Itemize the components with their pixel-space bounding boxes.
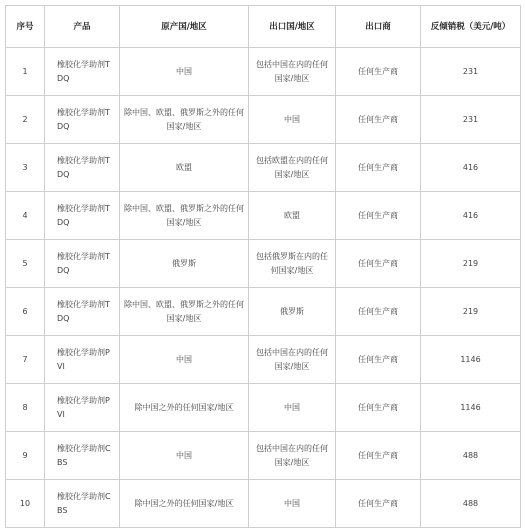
cell-duty: 231 — [421, 96, 521, 144]
cell-exporter: 任何生产商 — [336, 144, 421, 192]
table-body — [6, 48, 521, 528]
cell-export-country: 中国 — [249, 96, 336, 144]
table-row — [6, 192, 521, 240]
cell-product: 橡胶化学助剂TDQ — [45, 96, 120, 144]
cell-duty: 1146 — [421, 336, 521, 384]
header-number: 序号 — [6, 6, 45, 48]
cell-origin: 除中国之外的任何国家/地区 — [120, 384, 249, 432]
cell-export-country: 包括俄罗斯在内的任何国家/地区 — [249, 240, 336, 288]
cell-duty: 219 — [421, 240, 521, 288]
cell-number: 6 — [6, 288, 45, 336]
cell-number: 7 — [6, 336, 45, 384]
cell-exporter: 任何生产商 — [336, 336, 421, 384]
table-row — [6, 384, 521, 432]
cell-origin: 俄罗斯 — [120, 240, 249, 288]
cell-product: 橡胶化学助剂TDQ — [45, 240, 120, 288]
header-export-country: 出口国/地区 — [249, 6, 336, 48]
cell-origin: 中国 — [120, 48, 249, 96]
cell-exporter: 任何生产商 — [336, 240, 421, 288]
header-origin: 原产国/地区 — [120, 6, 249, 48]
cell-product: 橡胶化学助剂TDQ — [45, 144, 120, 192]
table-row — [6, 480, 521, 528]
cell-duty: 231 — [421, 48, 521, 96]
cell-duty: 488 — [421, 480, 521, 528]
table-row — [6, 336, 521, 384]
cell-exporter: 任何生产商 — [336, 192, 421, 240]
cell-origin: 中国 — [120, 336, 249, 384]
cell-export-country: 包括中国在内的任何国家/地区 — [249, 336, 336, 384]
table-row — [6, 144, 521, 192]
table-row — [6, 240, 521, 288]
cell-exporter: 任何生产商 — [336, 288, 421, 336]
cell-export-country: 中国 — [249, 384, 336, 432]
cell-exporter: 任何生产商 — [336, 432, 421, 480]
cell-export-country: 包括中国在内的任何国家/地区 — [249, 48, 336, 96]
header-exporter: 出口商 — [336, 6, 421, 48]
header-duty: 反倾销税（美元/吨） — [421, 6, 521, 48]
cell-number: 5 — [6, 240, 45, 288]
cell-exporter: 任何生产商 — [336, 48, 421, 96]
cell-exporter: 任何生产商 — [336, 480, 421, 528]
cell-number: 3 — [6, 144, 45, 192]
cell-number: 8 — [6, 384, 45, 432]
cell-duty: 416 — [421, 192, 521, 240]
cell-origin: 除中国、欧盟、俄罗斯之外的任何国家/地区 — [120, 192, 249, 240]
cell-number: 2 — [6, 96, 45, 144]
cell-number: 9 — [6, 432, 45, 480]
table-row — [6, 96, 521, 144]
cell-exporter: 任何生产商 — [336, 384, 421, 432]
cell-duty: 488 — [421, 432, 521, 480]
table-row — [6, 432, 521, 480]
cell-product: 橡胶化学助剂TDQ — [45, 192, 120, 240]
cell-exporter: 任何生产商 — [336, 96, 421, 144]
cell-duty: 416 — [421, 144, 521, 192]
cell-product: 橡胶化学助剂CBS — [45, 480, 120, 528]
cell-origin: 除中国、欧盟、俄罗斯之外的任何国家/地区 — [120, 288, 249, 336]
cell-export-country: 包括欧盟在内的任何国家/地区 — [249, 144, 336, 192]
cell-product: 橡胶化学助剂CBS — [45, 432, 120, 480]
header-product: 产品 — [45, 6, 120, 48]
header-row — [6, 6, 521, 48]
table-row — [6, 48, 521, 96]
cell-export-country: 欧盟 — [249, 192, 336, 240]
cell-number: 4 — [6, 192, 45, 240]
cell-export-country: 俄罗斯 — [249, 288, 336, 336]
cell-product: 橡胶化学助剂TDQ — [45, 48, 120, 96]
cell-product: 橡胶化学助剂TDQ — [45, 288, 120, 336]
cell-export-country: 中国 — [249, 480, 336, 528]
cell-duty: 1146 — [421, 384, 521, 432]
cell-origin: 除中国之外的任何国家/地区 — [120, 480, 249, 528]
cell-product: 橡胶化学助剂PVI — [45, 336, 120, 384]
cell-number: 10 — [6, 480, 45, 528]
table-row — [6, 288, 521, 336]
cell-origin: 欧盟 — [120, 144, 249, 192]
cell-duty: 219 — [421, 288, 521, 336]
cell-origin: 中国 — [120, 432, 249, 480]
cell-origin: 除中国、欧盟、俄罗斯之外的任何国家/地区 — [120, 96, 249, 144]
cell-number: 1 — [6, 48, 45, 96]
cell-export-country: 包括中国在内的任何国家/地区 — [249, 432, 336, 480]
cell-product: 橡胶化学助剂PVI — [45, 384, 120, 432]
anti-dumping-duty-table — [5, 5, 521, 528]
